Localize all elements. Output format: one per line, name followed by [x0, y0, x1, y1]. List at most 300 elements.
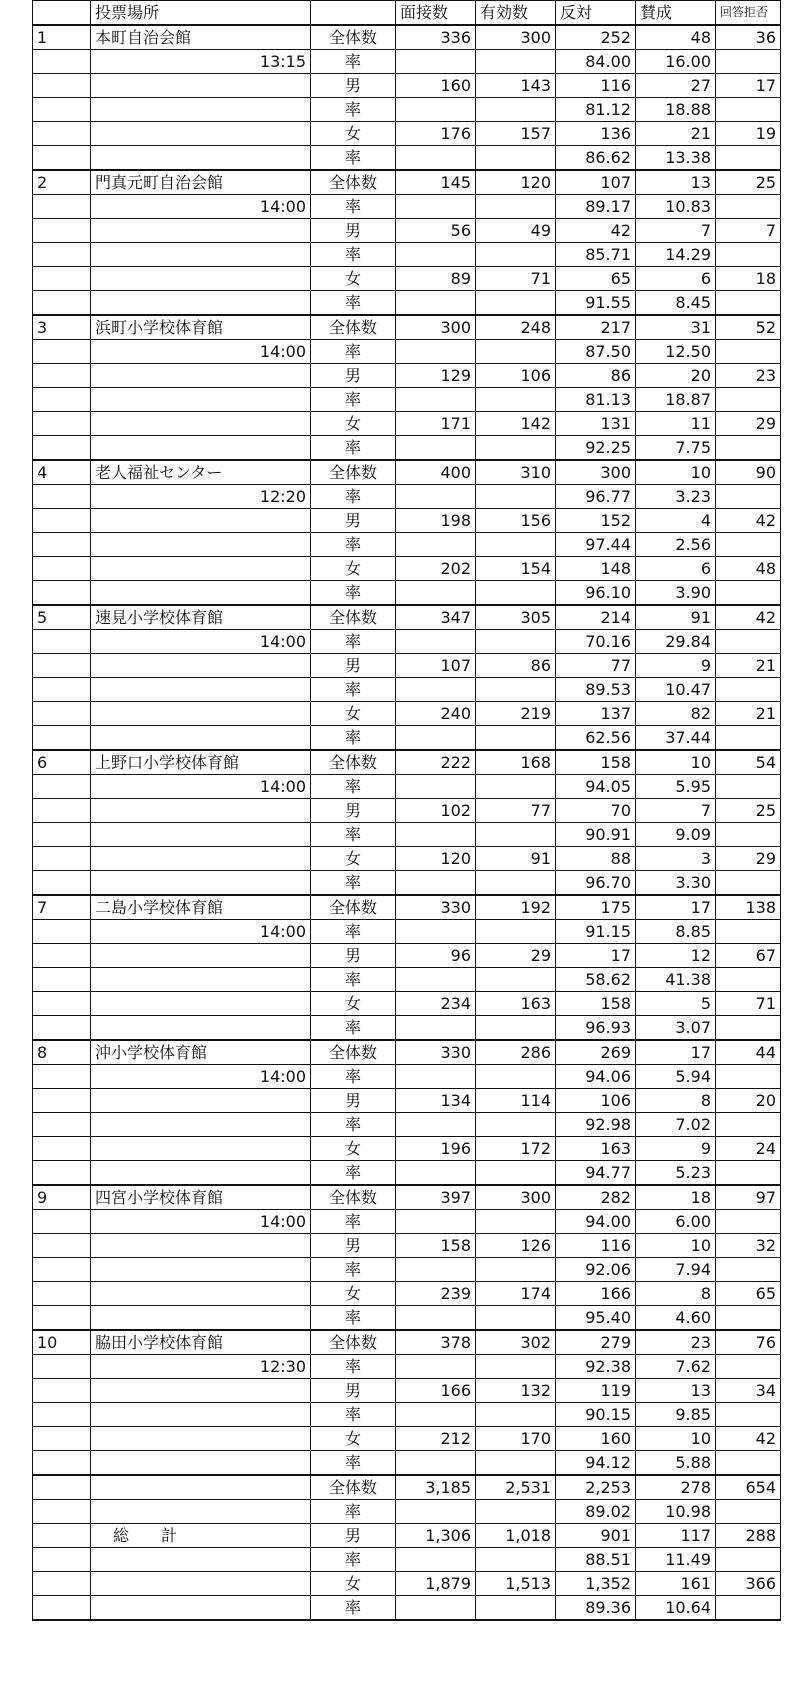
- favor-cell: 13: [636, 170, 716, 195]
- category-cell: 女: [311, 412, 396, 436]
- interviews-cell: [396, 581, 476, 606]
- category-cell: 全体数: [311, 170, 396, 195]
- category-cell: 率: [311, 1403, 396, 1427]
- category-cell: 女: [311, 847, 396, 871]
- table-row: [33, 1210, 781, 1234]
- site-number: [33, 243, 91, 267]
- favor-cell: 9.85: [636, 1403, 716, 1427]
- category-cell: 率: [311, 823, 396, 847]
- against-cell: 90.91: [556, 823, 636, 847]
- valid-cell: [476, 1596, 556, 1621]
- refused-cell: [716, 1403, 781, 1427]
- valid-cell: 163: [476, 992, 556, 1016]
- header-category: [311, 1, 396, 26]
- interviews-cell: [396, 243, 476, 267]
- interviews-cell: 202: [396, 557, 476, 581]
- site-number: [33, 678, 91, 702]
- valid-cell: 300: [476, 1185, 556, 1210]
- valid-cell: 71: [476, 267, 556, 291]
- table-row: [33, 460, 781, 485]
- table-row: [33, 992, 781, 1016]
- favor-cell: 5.95: [636, 775, 716, 799]
- site-name: [91, 412, 311, 436]
- against-cell: 88: [556, 847, 636, 871]
- interviews-cell: [396, 50, 476, 74]
- refused-cell: [716, 146, 781, 171]
- valid-cell: 310: [476, 460, 556, 485]
- table-row: [33, 944, 781, 968]
- site-name: [91, 1451, 311, 1476]
- against-cell: 92.38: [556, 1355, 636, 1379]
- valid-cell: 219: [476, 702, 556, 726]
- favor-cell: 5: [636, 992, 716, 1016]
- interviews-cell: [396, 1113, 476, 1137]
- against-cell: 901: [556, 1524, 636, 1548]
- header-valid: 有効数: [476, 1, 556, 26]
- favor-cell: 18.88: [636, 98, 716, 122]
- interviews-cell: 222: [396, 750, 476, 775]
- category-cell: 男: [311, 1379, 396, 1403]
- against-cell: 160: [556, 1427, 636, 1451]
- site-name: [91, 944, 311, 968]
- valid-cell: [476, 1258, 556, 1282]
- table-row: [33, 823, 781, 847]
- favor-cell: 5.88: [636, 1451, 716, 1476]
- site-name: [91, 291, 311, 316]
- table-row: [33, 1065, 781, 1089]
- against-cell: 91.55: [556, 291, 636, 316]
- interviews-cell: [396, 630, 476, 654]
- site-name: [91, 436, 311, 461]
- site-number: 3: [33, 315, 91, 340]
- table-row: [33, 533, 781, 557]
- against-cell: 65: [556, 267, 636, 291]
- header-site: 投票場所: [91, 1, 311, 26]
- interviews-cell: 400: [396, 460, 476, 485]
- table-row: [33, 146, 781, 171]
- favor-cell: 29.84: [636, 630, 716, 654]
- against-cell: 92.98: [556, 1113, 636, 1137]
- refused-cell: 25: [716, 799, 781, 823]
- site-time: 14:00: [91, 340, 311, 364]
- against-cell: 86: [556, 364, 636, 388]
- against-cell: 252: [556, 25, 636, 50]
- site-name: [91, 533, 311, 557]
- against-cell: 269: [556, 1040, 636, 1065]
- table-row: [33, 1161, 781, 1186]
- against-cell: 96.93: [556, 1016, 636, 1041]
- refused-cell: [716, 1065, 781, 1089]
- site-number: [33, 654, 91, 678]
- valid-cell: [476, 678, 556, 702]
- favor-cell: 82: [636, 702, 716, 726]
- table-row: [33, 315, 781, 340]
- interviews-cell: [396, 871, 476, 896]
- valid-cell: 248: [476, 315, 556, 340]
- against-cell: 92.06: [556, 1258, 636, 1282]
- refused-cell: 71: [716, 992, 781, 1016]
- category-cell: 率: [311, 50, 396, 74]
- site-name: [91, 968, 311, 992]
- valid-cell: [476, 1306, 556, 1331]
- category-cell: 率: [311, 1258, 396, 1282]
- valid-cell: 286: [476, 1040, 556, 1065]
- category-cell: 全体数: [311, 1475, 396, 1500]
- favor-cell: 8.45: [636, 291, 716, 316]
- interviews-cell: [396, 678, 476, 702]
- site-number: [33, 412, 91, 436]
- site-name: [91, 1258, 311, 1282]
- total-no-cell: [33, 1596, 91, 1621]
- refused-cell: [716, 678, 781, 702]
- site-name: 二島小学校体育館: [91, 895, 311, 920]
- favor-cell: 14.29: [636, 243, 716, 267]
- favor-cell: 16.00: [636, 50, 716, 74]
- favor-cell: 23: [636, 1330, 716, 1355]
- against-cell: 217: [556, 315, 636, 340]
- valid-cell: [476, 50, 556, 74]
- site-number: [33, 1113, 91, 1137]
- against-cell: 116: [556, 74, 636, 98]
- against-cell: 95.40: [556, 1306, 636, 1331]
- site-number: 5: [33, 605, 91, 630]
- table-row: [33, 920, 781, 944]
- total-no-cell: [33, 1572, 91, 1596]
- valid-cell: 300: [476, 25, 556, 50]
- site-number: [33, 74, 91, 98]
- against-cell: 87.50: [556, 340, 636, 364]
- category-cell: 全体数: [311, 1185, 396, 1210]
- category-cell: 全体数: [311, 25, 396, 50]
- site-time: 14:00: [91, 1065, 311, 1089]
- site-number: [33, 1427, 91, 1451]
- category-cell: 率: [311, 388, 396, 412]
- table-row: [33, 1451, 781, 1476]
- site-number: [33, 968, 91, 992]
- valid-cell: [476, 1161, 556, 1186]
- favor-cell: 10: [636, 1427, 716, 1451]
- interviews-cell: 347: [396, 605, 476, 630]
- interviews-cell: [396, 485, 476, 509]
- favor-cell: 20: [636, 364, 716, 388]
- category-cell: 率: [311, 775, 396, 799]
- total-row: [33, 1500, 781, 1524]
- site-name: 浜町小学校体育館: [91, 315, 311, 340]
- category-cell: 率: [311, 1113, 396, 1137]
- valid-cell: 302: [476, 1330, 556, 1355]
- total-no-cell: [33, 1500, 91, 1524]
- refused-cell: [716, 436, 781, 461]
- favor-cell: 10.64: [636, 1596, 716, 1621]
- valid-cell: 106: [476, 364, 556, 388]
- table-row: [33, 412, 781, 436]
- interviews-cell: [396, 1161, 476, 1186]
- valid-cell: [476, 1355, 556, 1379]
- total-row: [33, 1524, 781, 1548]
- refused-cell: [716, 533, 781, 557]
- site-number: [33, 1403, 91, 1427]
- against-cell: 279: [556, 1330, 636, 1355]
- total-row: [33, 1596, 781, 1621]
- site-name: [91, 74, 311, 98]
- total-row: [33, 1572, 781, 1596]
- refused-cell: [716, 581, 781, 606]
- against-cell: 81.12: [556, 98, 636, 122]
- favor-cell: 9.09: [636, 823, 716, 847]
- valid-cell: [476, 1548, 556, 1572]
- header-refused: 回答拒否: [716, 1, 781, 26]
- valid-cell: [476, 920, 556, 944]
- table-row: [33, 1403, 781, 1427]
- against-cell: 89.53: [556, 678, 636, 702]
- table-row: [33, 243, 781, 267]
- category-cell: 女: [311, 557, 396, 581]
- header-against: 反対: [556, 1, 636, 26]
- refused-cell: 90: [716, 460, 781, 485]
- interviews-cell: 1,306: [396, 1524, 476, 1548]
- header-no: [33, 1, 91, 26]
- interviews-cell: [396, 1500, 476, 1524]
- interviews-cell: [396, 968, 476, 992]
- table-row: [33, 1113, 781, 1137]
- site-time: 12:20: [91, 485, 311, 509]
- total-label-cell: [91, 1572, 311, 1596]
- site-name: [91, 388, 311, 412]
- refused-cell: [716, 1596, 781, 1621]
- site-number: [33, 1355, 91, 1379]
- site-number: 1: [33, 25, 91, 50]
- interviews-cell: 300: [396, 315, 476, 340]
- valid-cell: 29: [476, 944, 556, 968]
- total-no-cell: [33, 1524, 91, 1548]
- site-name: [91, 678, 311, 702]
- category-cell: 率: [311, 630, 396, 654]
- interviews-cell: [396, 1548, 476, 1572]
- refused-cell: [716, 1548, 781, 1572]
- against-cell: 77: [556, 654, 636, 678]
- favor-cell: 8: [636, 1282, 716, 1306]
- interviews-cell: [396, 340, 476, 364]
- category-cell: 率: [311, 1548, 396, 1572]
- against-cell: 85.71: [556, 243, 636, 267]
- against-cell: 91.15: [556, 920, 636, 944]
- category-cell: 女: [311, 122, 396, 146]
- refused-cell: 42: [716, 1427, 781, 1451]
- against-cell: 94.12: [556, 1451, 636, 1476]
- interviews-cell: 96: [396, 944, 476, 968]
- against-cell: 88.51: [556, 1548, 636, 1572]
- favor-cell: 6.00: [636, 1210, 716, 1234]
- interviews-cell: [396, 1306, 476, 1331]
- table-row: [33, 388, 781, 412]
- site-number: 7: [33, 895, 91, 920]
- refused-cell: [716, 1306, 781, 1331]
- valid-cell: 168: [476, 750, 556, 775]
- valid-cell: 86: [476, 654, 556, 678]
- category-cell: 率: [311, 243, 396, 267]
- interviews-cell: [396, 1016, 476, 1041]
- table-row: [33, 1089, 781, 1113]
- refused-cell: [716, 1451, 781, 1476]
- valid-cell: [476, 195, 556, 219]
- refused-cell: [716, 195, 781, 219]
- interviews-cell: 330: [396, 895, 476, 920]
- valid-cell: 170: [476, 1427, 556, 1451]
- site-name: 四宮小学校体育館: [91, 1185, 311, 1210]
- valid-cell: [476, 1500, 556, 1524]
- site-number: [33, 775, 91, 799]
- favor-cell: 3.23: [636, 485, 716, 509]
- valid-cell: 91: [476, 847, 556, 871]
- interviews-cell: 176: [396, 122, 476, 146]
- refused-cell: [716, 1016, 781, 1041]
- site-number: [33, 1258, 91, 1282]
- interviews-cell: 1,879: [396, 1572, 476, 1596]
- category-cell: 率: [311, 485, 396, 509]
- table-row: [33, 340, 781, 364]
- table-row: [33, 630, 781, 654]
- against-cell: 42: [556, 219, 636, 243]
- valid-cell: [476, 1210, 556, 1234]
- valid-cell: 2,531: [476, 1475, 556, 1500]
- table-row: [33, 799, 781, 823]
- refused-cell: 54: [716, 750, 781, 775]
- valid-cell: 120: [476, 170, 556, 195]
- against-cell: 94.05: [556, 775, 636, 799]
- site-number: [33, 581, 91, 606]
- favor-cell: 7.75: [636, 436, 716, 461]
- against-cell: 96.70: [556, 871, 636, 896]
- total-label-cell: 総 計: [91, 1524, 311, 1548]
- refused-cell: 52: [716, 315, 781, 340]
- site-number: [33, 340, 91, 364]
- interviews-cell: 234: [396, 992, 476, 1016]
- table-body: [33, 25, 781, 1620]
- category-cell: 女: [311, 702, 396, 726]
- interviews-cell: [396, 388, 476, 412]
- site-number: [33, 195, 91, 219]
- interviews-cell: [396, 146, 476, 171]
- interviews-cell: 158: [396, 1234, 476, 1258]
- valid-cell: [476, 775, 556, 799]
- site-number: [33, 1137, 91, 1161]
- against-cell: 116: [556, 1234, 636, 1258]
- valid-cell: [476, 98, 556, 122]
- site-name: 老人福祉センター: [91, 460, 311, 485]
- valid-cell: 1,513: [476, 1572, 556, 1596]
- site-time: 12:30: [91, 1355, 311, 1379]
- site-name: [91, 146, 311, 171]
- site-name: [91, 871, 311, 896]
- category-cell: 男: [311, 219, 396, 243]
- refused-cell: 29: [716, 847, 781, 871]
- site-name: [91, 1016, 311, 1041]
- against-cell: 163: [556, 1137, 636, 1161]
- site-number: [33, 364, 91, 388]
- table-row: [33, 1258, 781, 1282]
- table-row: [33, 509, 781, 533]
- interviews-cell: [396, 195, 476, 219]
- category-cell: 男: [311, 654, 396, 678]
- interviews-cell: [396, 775, 476, 799]
- against-cell: 94.00: [556, 1210, 636, 1234]
- against-cell: 17: [556, 944, 636, 968]
- valid-cell: 49: [476, 219, 556, 243]
- refused-cell: 44: [716, 1040, 781, 1065]
- refused-cell: 42: [716, 605, 781, 630]
- site-number: [33, 1016, 91, 1041]
- valid-cell: 77: [476, 799, 556, 823]
- category-cell: 率: [311, 1451, 396, 1476]
- refused-cell: [716, 871, 781, 896]
- against-cell: 175: [556, 895, 636, 920]
- total-no-cell: [33, 1475, 91, 1500]
- table-row: [33, 485, 781, 509]
- site-name: 沖小学校体育館: [91, 1040, 311, 1065]
- refused-cell: 97: [716, 1185, 781, 1210]
- site-number: [33, 992, 91, 1016]
- refused-cell: 138: [716, 895, 781, 920]
- refused-cell: [716, 50, 781, 74]
- refused-cell: 25: [716, 170, 781, 195]
- site-number: [33, 533, 91, 557]
- site-number: [33, 726, 91, 751]
- valid-cell: [476, 630, 556, 654]
- favor-cell: 17: [636, 895, 716, 920]
- site-number: [33, 388, 91, 412]
- table-row: [33, 195, 781, 219]
- refused-cell: [716, 98, 781, 122]
- site-name: [91, 122, 311, 146]
- table-row: [33, 968, 781, 992]
- table-row: [33, 871, 781, 896]
- total-label-cell: [91, 1500, 311, 1524]
- interviews-cell: 160: [396, 74, 476, 98]
- site-number: [33, 920, 91, 944]
- total-label-cell: [91, 1596, 311, 1621]
- favor-cell: 91: [636, 605, 716, 630]
- valid-cell: [476, 823, 556, 847]
- valid-cell: [476, 533, 556, 557]
- site-name: [91, 1306, 311, 1331]
- table-row: [33, 557, 781, 581]
- valid-cell: [476, 340, 556, 364]
- site-number: [33, 630, 91, 654]
- favor-cell: 7.62: [636, 1355, 716, 1379]
- table-row: [33, 170, 781, 195]
- category-cell: 率: [311, 726, 396, 751]
- site-name: [91, 1089, 311, 1113]
- site-name: [91, 1379, 311, 1403]
- favor-cell: 10: [636, 1234, 716, 1258]
- site-number: [33, 122, 91, 146]
- favor-cell: 6: [636, 557, 716, 581]
- site-name: [91, 1234, 311, 1258]
- favor-cell: 12.50: [636, 340, 716, 364]
- valid-cell: [476, 1403, 556, 1427]
- valid-cell: [476, 1113, 556, 1137]
- site-number: 9: [33, 1185, 91, 1210]
- site-number: [33, 1234, 91, 1258]
- favor-cell: 9: [636, 654, 716, 678]
- against-cell: 58.62: [556, 968, 636, 992]
- refused-cell: 67: [716, 944, 781, 968]
- site-number: [33, 1161, 91, 1186]
- table-row: [33, 847, 781, 871]
- refused-cell: [716, 823, 781, 847]
- interviews-cell: [396, 1403, 476, 1427]
- interviews-cell: [396, 436, 476, 461]
